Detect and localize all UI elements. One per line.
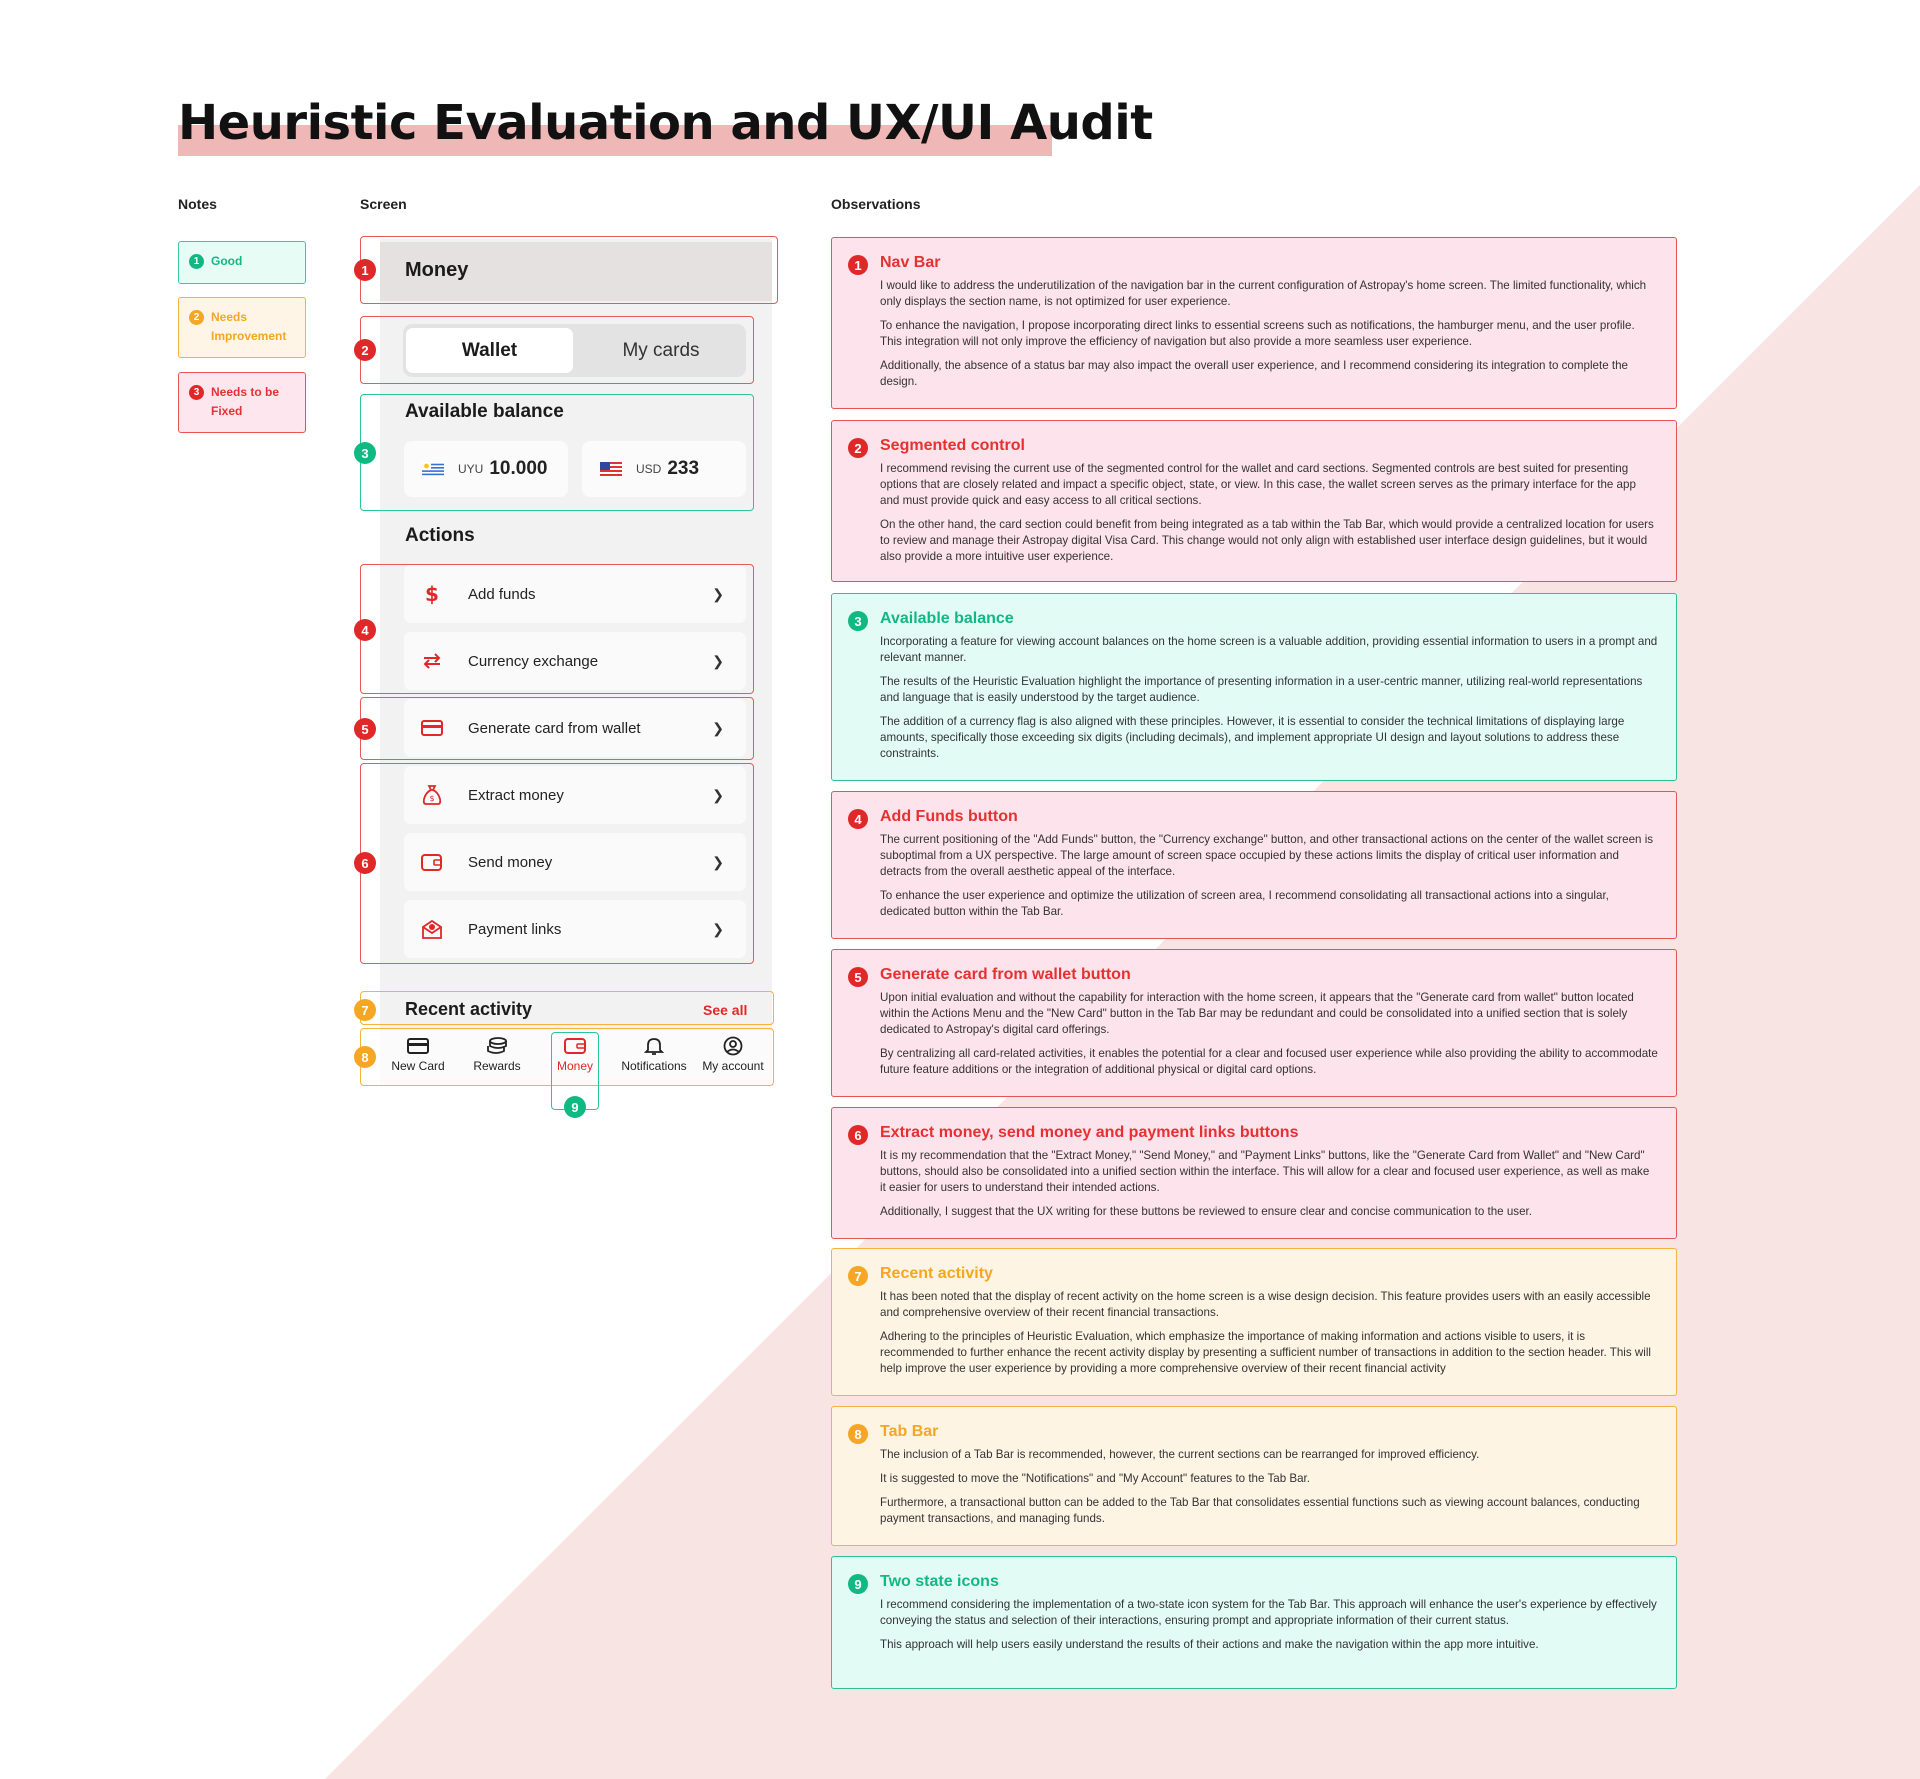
marker-6: 6 (354, 852, 376, 874)
observation-text: Additionally, I suggest that the UX writing for these buttons be reviewed to ensure clear and concise communication to the user. (880, 1205, 1532, 1218)
observation-badge: 1 (848, 255, 868, 275)
legend-needs-improvement (178, 297, 306, 358)
screen-column-label: Screen (360, 196, 407, 212)
marker-9: 9 (564, 1096, 586, 1118)
highlight-available-balance (360, 394, 754, 511)
observation-badge: 2 (848, 438, 868, 458)
observation-title: Two state icons (880, 1573, 999, 1590)
observation-tab-bar (831, 1406, 1677, 1546)
observation-text: It is my recommendation that the "Extract Money," "Send Money," and "Payment Links" buttons, like the "Generate Card from Wallet" and "New Card" buttons, should also be consolidated into a unified section within the interface. This will allow for a clear and focused user experience, as well as make it easier for users to understand their intended actions. (880, 1149, 1650, 1194)
marker-7: 7 (354, 999, 376, 1021)
observation-recent-activity (831, 1248, 1677, 1396)
observation-text: I recommend revising the current use of the segmented control for the wallet and card sections. Segmented controls are best suited for presenting options that are closely related and impact a specific object, state, or view. In this case, the wallet screen serves as the primary interface for the app and must provide quick and easy access to all critical sections. (880, 462, 1636, 507)
marker-1: 1 (354, 259, 376, 281)
observation-text: On the other hand, the card section could benefit from being integrated as a tab within the Tab Bar, which would provide a centralized location for users to review and manage their Astropay digital Visa Card. This change would not only align with established user interface design guidelines, but it would also provide a more intuitive user experience. (880, 518, 1654, 563)
observation-text: To enhance the navigation, I propose incorporating direct links to essential screens such as notifications, the hamburger menu, and the user profile. This integration will not only improve the efficiency of navigation but also provide a more seamless user experience. (880, 319, 1635, 348)
observation-text: It is suggested to move the "Notifications" and "My Account" features to the Tab Bar. (880, 1472, 1310, 1485)
legend-badge: 1 (189, 254, 204, 269)
segment-wallet[interactable]: Wallet (406, 328, 573, 373)
observation-title: Extract money, send money and payment links buttons (880, 1124, 1299, 1141)
observation-title: Segmented control (880, 437, 1025, 454)
highlight-recent-activity (360, 991, 774, 1025)
observation-badge: 9 (848, 1574, 868, 1594)
observation-text: To enhance the user experience and optimize the utilization of screen area, I recommend consolidating all transactional actions into a singular, dedicated button within the Tab Bar. (880, 889, 1609, 918)
highlight-nav-bar (360, 236, 778, 304)
observation-text: Furthermore, a transactional button can be added to the Tab Bar that consolidates essential functions such as viewing account balances, conducting payment transactions, and managing funds. (880, 1496, 1640, 1525)
action-label: Payment links (468, 920, 562, 938)
observation-badge: 5 (848, 967, 868, 987)
observation-title: Generate card from wallet button (880, 966, 1131, 983)
highlight-add-funds (360, 564, 754, 694)
action-label: Currency exchange (468, 652, 599, 670)
highlight-generate-card (360, 697, 754, 760)
observation-text: I would like to address the underutilization of the navigation bar in the current configuration of Astropay's home screen. The limited functionality, which only displays the section name, is not optimized for user experience. (880, 279, 1647, 308)
observation-two-state-icons (831, 1556, 1677, 1689)
observation-extract-send-links (831, 1107, 1677, 1239)
legend-needs-to-be-fixed (178, 372, 306, 433)
observation-text: I recommend considering the implementation of a two-state icon system for the Tab Bar. This approach will enhance the user's experience by effectively conveying the status and selection of their interactions, ensuring prompt and appropriate information of their current status. (880, 1598, 1657, 1627)
chevron-right-icon: ❯ (712, 719, 724, 736)
observation-text: It has been noted that the display of recent activity on the home screen is a wise design decision. This feature provides users with an easily accessible and comprehensive overview of their recent financial transactions. (880, 1290, 1651, 1319)
marker-5: 5 (354, 718, 376, 740)
recent-activity-title: Recent activity (405, 999, 533, 1019)
balance-currency: UYU (458, 462, 484, 476)
observation-text: Adhering to the principles of Heuristic Evaluation, which emphasize the importance of making information and actions visible to users, it is recommended to further enhance the recent activity display by presenting a sufficient number of transactions in addition to the section header. This will help improve the user experience by providing a more comprehensive overview of their recent financial activity (880, 1330, 1651, 1375)
action-label: Add funds (468, 585, 536, 603)
svg-text:$: $ (429, 794, 435, 803)
marker-4: 4 (354, 619, 376, 641)
marker-3: 3 (354, 442, 376, 464)
observation-text: The addition of a currency flag is also aligned with these principles. However, it is essential to consider the technical limitations of displaying large amounts, specifically those exceeding six digits (including decimals), and implement appropriate UI design and layout solutions to address these constraints. (880, 715, 1625, 760)
tab-label: Notifications (621, 1059, 687, 1073)
legend-label: Needs to be Fixed (211, 385, 280, 418)
observation-text: The results of the Heuristic Evaluation highlight the importance of presenting information in a user-centric manner, utilizing real-world representations and language that is easily understood by the target audience. (880, 675, 1643, 704)
observation-title: Recent activity (880, 1265, 993, 1282)
legend-good (178, 241, 306, 284)
chevron-right-icon: ❯ (712, 920, 724, 937)
observation-badge: 7 (848, 1266, 868, 1286)
observation-add-funds (831, 791, 1677, 939)
balance-amount: 10.000 (489, 458, 548, 479)
observation-text: Additionally, the absence of a status bar may also impact the overall user experience, and I recommend considering its integration to complete the design. (880, 359, 1628, 388)
observation-text: The current positioning of the "Add Funds" button, the "Currency exchange" button, and other transactional actions on the center of the wallet screen is suboptimal from a UX perspective. The large amount of screen space occupied by these actions limits the display of critical user information and detracts from the overall aesthetic appeal of the interface. (880, 833, 1654, 878)
action-label: Send money (468, 853, 553, 871)
action-label: Extract money (468, 786, 564, 804)
legend-badge: 3 (189, 385, 204, 400)
chevron-right-icon: ❯ (712, 652, 724, 669)
observation-available-balance (831, 593, 1677, 781)
segment-my-cards[interactable]: My cards (622, 339, 700, 361)
tab-label: Money (556, 1059, 594, 1073)
chevron-right-icon: ❯ (712, 786, 724, 803)
observations-column-label: Observations (831, 196, 921, 212)
highlight-extract-send-links (360, 763, 754, 964)
available-balance-title: Available balance (405, 401, 564, 422)
observation-text: The inclusion of a Tab Bar is recommended, however, the current sections can be rearranged for improved efficiency. (880, 1448, 1480, 1461)
legend-label: Needs Improvement (211, 310, 287, 343)
observation-text: By centralizing all card-related activities, it enables the potential for a clear and focused user experience while also providing the ability to accommodate future feature additions or the integration of additional physical or digital card options. (880, 1047, 1658, 1076)
observation-text: Incorporating a feature for viewing account balances on the home screen is a valuable addition, providing essential information to users in a prompt and relevant manner. (880, 635, 1658, 664)
balance-amount: 233 (667, 458, 700, 479)
observation-segmented-control (831, 420, 1677, 582)
see-all-link[interactable]: See all (703, 1002, 748, 1018)
marker-8: 8 (354, 1046, 376, 1068)
observation-badge: 8 (848, 1424, 868, 1444)
observation-badge: 3 (848, 611, 868, 631)
observation-badge: 6 (848, 1125, 868, 1145)
observation-title: Tab Bar (880, 1423, 939, 1440)
chevron-right-icon: ❯ (712, 853, 724, 870)
observation-text: This approach will help users easily understand the results of their actions and make the navigation within the app more intuitive. (880, 1638, 1539, 1651)
observation-text: Upon initial evaluation and without the capability for interaction with the home screen, it appears that the "Generate card from wallet" button located within the Actions Menu and the "New Card" button in the Tab Bar may be redundant and could be consolidated into a unified section that is solely dedicated to Astropay's digital card offerings. (880, 991, 1634, 1036)
page-title-block (178, 95, 1153, 151)
observation-title: Add Funds button (880, 808, 1018, 825)
balance-currency: USD (636, 462, 662, 476)
action-label: Generate card from wallet (468, 719, 641, 737)
svg-text:$: $ (425, 583, 439, 605)
nav-bar-title: Money (405, 259, 469, 281)
marker-2: 2 (354, 339, 376, 361)
observation-title: Nav Bar (880, 254, 941, 271)
tab-label: New Card (391, 1059, 445, 1073)
page-title: Heuristic Evaluation and UX/UI Audit (178, 95, 1153, 151)
observation-badge: 4 (848, 809, 868, 829)
legend-badge: 2 (189, 310, 204, 325)
actions-title: Actions (405, 525, 475, 546)
notes-column-label: Notes (178, 196, 217, 212)
tab-label: My account (702, 1059, 764, 1073)
legend-label: Good (211, 254, 243, 268)
highlight-segmented-control (360, 316, 754, 384)
observation-title: Available balance (880, 610, 1014, 627)
observation-nav-bar (831, 237, 1677, 409)
chevron-right-icon: ❯ (712, 585, 724, 602)
observation-generate-card (831, 949, 1677, 1097)
tab-label: Rewards (473, 1059, 521, 1073)
